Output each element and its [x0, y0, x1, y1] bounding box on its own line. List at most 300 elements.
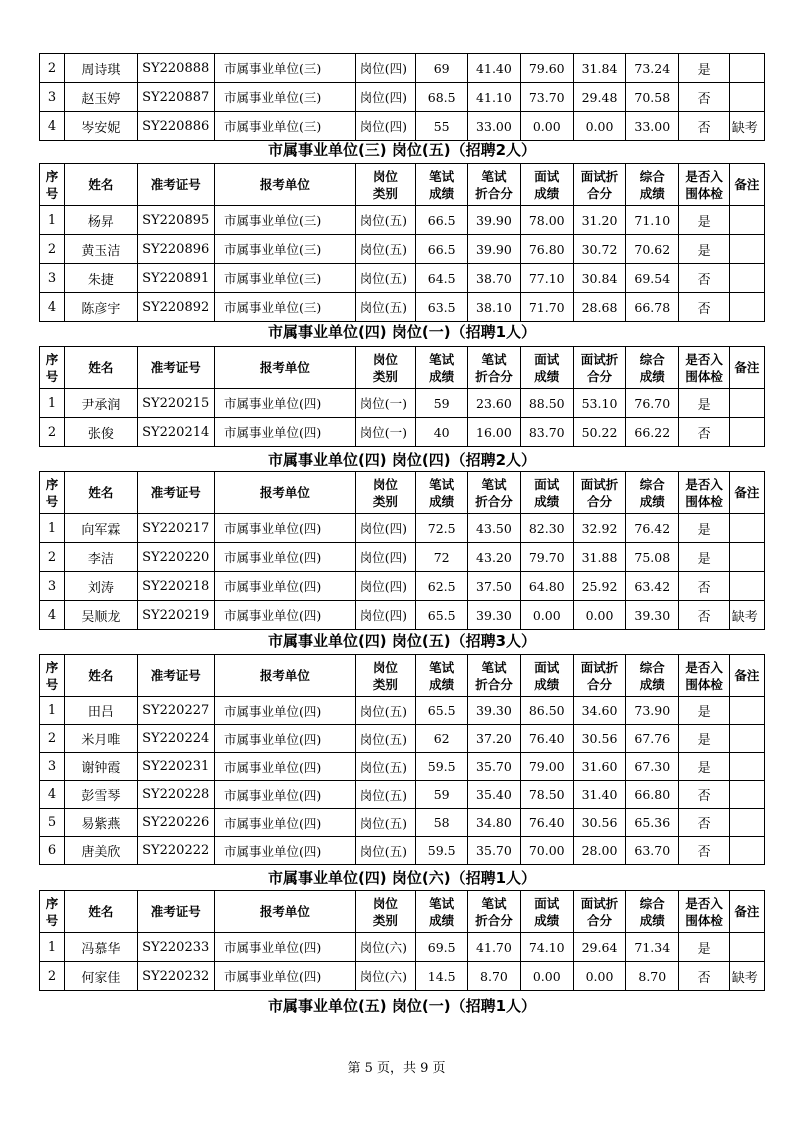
header-label: 综合: [639, 351, 665, 367]
header-label: 合分: [587, 676, 613, 692]
table-row: [40, 781, 765, 809]
cell-exam-id: SY220892: [137, 293, 214, 322]
header-interview-converted: [573, 891, 625, 933]
cell-written-score: 59: [416, 389, 468, 418]
cell-interview-converted: 34.60: [573, 697, 625, 725]
cell-physical-exam: 是: [679, 235, 729, 264]
section-title: 市属事业单位(四) 岗位(六)（招聘1人）: [267, 869, 537, 887]
cell-interview-score: 79.60: [520, 54, 573, 83]
cell-exam-id: SY220226: [137, 809, 214, 837]
header-exam-id: [137, 891, 214, 933]
cell-interview-converted: 31.60: [573, 753, 625, 781]
cell-physical-exam: 否: [679, 83, 729, 112]
cell-written-score: 62.5: [416, 572, 468, 601]
header-label: 笔试: [481, 168, 507, 184]
cell-written-score: 63.5: [416, 293, 468, 322]
cell-interview-score: 0.00: [520, 601, 573, 630]
header-label: 成绩: [534, 493, 560, 509]
header-label: 号: [45, 912, 59, 928]
header-label: 笔试: [429, 168, 455, 184]
cell-note: [729, 809, 764, 837]
header-label: 合分: [587, 185, 613, 201]
table-header-row: [40, 347, 765, 389]
table-row: [40, 837, 765, 865]
cell-written-score: 65.5: [416, 697, 468, 725]
cell-written-score: 69: [416, 54, 468, 83]
header-label: 成绩: [429, 185, 455, 201]
cell-note: [729, 514, 764, 543]
section-title: 市属事业单位(五) 岗位(一)（招聘1人）: [267, 997, 537, 1015]
cell-total-score: 67.76: [626, 725, 679, 753]
table-row: [40, 697, 765, 725]
cell-seq: 1: [40, 933, 65, 962]
cell-unit: 市属事业单位(三): [214, 264, 355, 293]
table-row: [40, 809, 765, 837]
header-exam-id: [137, 347, 214, 389]
cell-category: 岗位(五): [355, 264, 415, 293]
cell-seq: 2: [40, 725, 65, 753]
header-label: 综合: [639, 168, 665, 184]
cell-seq: 1: [40, 697, 65, 725]
cell-category: 岗位(四): [355, 112, 415, 141]
cell-total-score: 39.30: [626, 601, 679, 630]
cell-written-converted: 41.40: [468, 54, 520, 83]
table-header-row: [40, 164, 765, 206]
cell-total-score: 69.54: [626, 264, 679, 293]
cell-written-score: 59.5: [416, 837, 468, 865]
header-label: 准考证号: [150, 668, 201, 683]
cell-interview-score: 64.80: [520, 572, 573, 601]
cell-seq: 4: [40, 293, 65, 322]
header-note: [729, 891, 764, 933]
header-label: 折合分: [475, 368, 513, 384]
cell-exam-id: SY220222: [137, 837, 214, 865]
cell-interview-score: 76.40: [520, 725, 573, 753]
header-label: 姓名: [88, 904, 114, 919]
cell-seq: 4: [40, 601, 65, 630]
cell-unit: 市属事业单位(四): [214, 418, 355, 447]
cell-interview-score: 76.80: [520, 235, 573, 264]
cell-seq: 4: [40, 112, 65, 141]
header-written-score: [416, 472, 468, 514]
cell-note: [729, 572, 764, 601]
cell-category: 岗位(五): [355, 781, 415, 809]
header-physical-exam: [679, 472, 729, 514]
cell-exam-id: SY220228: [137, 781, 214, 809]
cell-category: 岗位(四): [355, 601, 415, 630]
cell-note: 缺考: [729, 601, 764, 630]
header-label: 围体检: [685, 912, 723, 928]
cell-seq: 2: [40, 543, 65, 572]
cell-total-score: 73.24: [626, 54, 679, 83]
cell-written-score: 72: [416, 543, 468, 572]
header-label: 备注: [734, 177, 760, 192]
cell-written-converted: 39.90: [468, 235, 520, 264]
cell-exam-id: SY220215: [137, 389, 214, 418]
cell-interview-converted: 0.00: [573, 112, 625, 141]
header-label: 笔试: [429, 351, 455, 367]
header-label: 号: [45, 676, 59, 692]
cell-written-converted: 41.10: [468, 83, 520, 112]
table-row: [40, 54, 765, 83]
cell-total-score: 63.70: [626, 837, 679, 865]
cell-interview-score: 76.40: [520, 809, 573, 837]
cell-written-converted: 39.30: [468, 697, 520, 725]
score-table: [39, 346, 765, 447]
table-row: [40, 753, 765, 781]
cell-name: 向军霖: [65, 514, 137, 543]
table-row: [40, 543, 765, 572]
cell-note: [729, 781, 764, 809]
header-label: 围体检: [685, 368, 723, 384]
cell-written-score: 72.5: [416, 514, 468, 543]
cell-total-score: 70.62: [626, 235, 679, 264]
cell-physical-exam: 否: [679, 837, 729, 865]
header-label: 笔试: [481, 659, 507, 675]
cell-interview-converted: 31.84: [573, 54, 625, 83]
cell-seq: 2: [40, 235, 65, 264]
cell-note: [729, 206, 764, 235]
header-label: 围体检: [685, 676, 723, 692]
header-label: 报考单位: [259, 904, 310, 919]
header-label: 是否入: [685, 659, 723, 675]
cell-interview-score: 79.70: [520, 543, 573, 572]
cell-written-score: 14.5: [416, 962, 468, 991]
cell-seq: 4: [40, 781, 65, 809]
cell-name: 易紫燕: [65, 809, 137, 837]
header-label: 姓名: [88, 360, 114, 375]
cell-seq: 3: [40, 753, 65, 781]
table-row: [40, 206, 765, 235]
table-row: [40, 112, 765, 141]
cell-written-converted: 38.10: [468, 293, 520, 322]
cell-total-score: 73.90: [626, 697, 679, 725]
table-row: [40, 725, 765, 753]
header-label: 成绩: [429, 676, 455, 692]
header-label: 笔试: [481, 351, 507, 367]
cell-category: 岗位(五): [355, 725, 415, 753]
header-label: 成绩: [534, 185, 560, 201]
cell-name: 杨昇: [65, 206, 137, 235]
header-label: 报考单位: [259, 485, 310, 500]
cell-unit: 市属事业单位(三): [214, 206, 355, 235]
header-label: 成绩: [639, 493, 665, 509]
score-table: [39, 890, 765, 991]
header-total-score: [626, 891, 679, 933]
table-header-row: [40, 891, 765, 933]
cell-category: 岗位(五): [355, 753, 415, 781]
header-label: 面试折: [580, 168, 619, 184]
header-label: 成绩: [429, 493, 455, 509]
header-written-score: [416, 347, 468, 389]
section-title: 市属事业单位(四) 岗位(一)（招聘1人）: [267, 323, 537, 341]
header-unit: [214, 347, 355, 389]
header-note: [729, 655, 764, 697]
score-table: [39, 654, 765, 865]
cell-category: 岗位(五): [355, 837, 415, 865]
cell-note: [729, 933, 764, 962]
cell-total-score: 76.42: [626, 514, 679, 543]
cell-physical-exam: 否: [679, 781, 729, 809]
cell-total-score: 67.30: [626, 753, 679, 781]
cell-category: 岗位(一): [355, 389, 415, 418]
cell-unit: 市属事业单位(四): [214, 837, 355, 865]
cell-note: 缺考: [729, 962, 764, 991]
header-label: 报考单位: [259, 668, 310, 683]
header-label: 成绩: [534, 912, 560, 928]
cell-total-score: 66.22: [626, 418, 679, 447]
header-label: 面试: [534, 659, 560, 675]
table-row: [40, 514, 765, 543]
cell-interview-score: 77.10: [520, 264, 573, 293]
header-label: 折合分: [475, 676, 513, 692]
cell-interview-converted: 30.56: [573, 809, 625, 837]
cell-name: 彭雪琴: [65, 781, 137, 809]
cell-physical-exam: 是: [679, 543, 729, 572]
header-label: 姓名: [88, 177, 114, 192]
cell-physical-exam: 是: [679, 389, 729, 418]
cell-exam-id: SY220231: [137, 753, 214, 781]
header-label: 备注: [734, 904, 760, 919]
cell-interview-converted: 31.88: [573, 543, 625, 572]
table-row: [40, 389, 765, 418]
header-category: [355, 655, 415, 697]
cell-interview-score: 0.00: [520, 112, 573, 141]
cell-interview-score: 0.00: [520, 962, 573, 991]
header-label: 成绩: [429, 368, 455, 384]
header-name: [65, 164, 137, 206]
cell-written-converted: 37.50: [468, 572, 520, 601]
cell-interview-converted: 30.72: [573, 235, 625, 264]
cell-name: 谢钟霞: [65, 753, 137, 781]
cell-category: 岗位(六): [355, 933, 415, 962]
cell-total-score: 71.34: [626, 933, 679, 962]
header-written-score: [416, 891, 468, 933]
header-note: [729, 347, 764, 389]
header-written-score: [416, 655, 468, 697]
header-label: 笔试: [481, 895, 507, 911]
cell-interview-converted: 0.00: [573, 601, 625, 630]
header-label: 姓名: [88, 485, 114, 500]
header-label: 备注: [734, 360, 760, 375]
header-interview-score: [520, 164, 573, 206]
cell-seq: 5: [40, 809, 65, 837]
header-label: 岗位: [372, 351, 398, 367]
cell-interview-score: 70.00: [520, 837, 573, 865]
cell-seq: 3: [40, 83, 65, 112]
cell-unit: 市属事业单位(三): [214, 112, 355, 141]
header-unit: [214, 164, 355, 206]
cell-name: 冯慕华: [65, 933, 137, 962]
table-row: [40, 601, 765, 630]
cell-written-converted: 23.60: [468, 389, 520, 418]
cell-total-score: 33.00: [626, 112, 679, 141]
header-name: [65, 655, 137, 697]
cell-physical-exam: 否: [679, 601, 729, 630]
cell-category: 岗位(四): [355, 54, 415, 83]
header-written-converted: [468, 472, 520, 514]
table-row: [40, 933, 765, 962]
cell-total-score: 65.36: [626, 809, 679, 837]
section-title: 市属事业单位(四) 岗位(五)（招聘3人）: [267, 632, 537, 650]
cell-exam-id: SY220887: [137, 83, 214, 112]
cell-unit: 市属事业单位(四): [214, 753, 355, 781]
cell-written-converted: 34.80: [468, 809, 520, 837]
header-label: 面试折: [580, 659, 619, 675]
cell-category: 岗位(五): [355, 235, 415, 264]
header-label: 合分: [587, 368, 613, 384]
section-title: 市属事业单位(三) 岗位(五)（招聘2人）: [267, 141, 537, 159]
score-table: [39, 163, 765, 322]
cell-written-converted: 35.40: [468, 781, 520, 809]
cell-written-score: 59.5: [416, 753, 468, 781]
header-label: 类别: [372, 368, 398, 384]
cell-category: 岗位(五): [355, 697, 415, 725]
header-label: 岗位: [372, 476, 398, 492]
cell-interview-converted: 25.92: [573, 572, 625, 601]
cell-category: 岗位(六): [355, 962, 415, 991]
cell-note: 缺考: [729, 112, 764, 141]
header-label: 姓名: [88, 668, 114, 683]
cell-exam-id: SY220891: [137, 264, 214, 293]
header-label: 准考证号: [150, 177, 201, 192]
header-category: [355, 472, 415, 514]
cell-written-converted: 8.70: [468, 962, 520, 991]
cell-name: 岑安妮: [65, 112, 137, 141]
cell-written-converted: 35.70: [468, 837, 520, 865]
cell-interview-converted: 53.10: [573, 389, 625, 418]
header-interview-score: [520, 472, 573, 514]
cell-exam-id: SY220220: [137, 543, 214, 572]
cell-name: 朱捷: [65, 264, 137, 293]
header-interview-converted: [573, 164, 625, 206]
cell-physical-exam: 是: [679, 753, 729, 781]
header-label: 岗位: [372, 168, 398, 184]
header-label: 备注: [734, 485, 760, 500]
header-label: 是否入: [685, 895, 723, 911]
cell-written-score: 68.5: [416, 83, 468, 112]
header-label: 序: [45, 895, 59, 911]
header-label: 折合分: [475, 912, 513, 928]
cell-name: 田吕: [65, 697, 137, 725]
cell-category: 岗位(四): [355, 514, 415, 543]
cell-category: 岗位(四): [355, 83, 415, 112]
cell-note: [729, 418, 764, 447]
cell-unit: 市属事业单位(四): [214, 809, 355, 837]
cell-exam-id: SY220886: [137, 112, 214, 141]
cell-interview-score: 79.00: [520, 753, 573, 781]
header-label: 类别: [372, 185, 398, 201]
table-row: [40, 293, 765, 322]
header-written-converted: [468, 164, 520, 206]
header-label: 笔试: [429, 895, 455, 911]
cell-written-converted: 35.70: [468, 753, 520, 781]
cell-exam-id: SY220896: [137, 235, 214, 264]
cell-physical-exam: 是: [679, 514, 729, 543]
cell-total-score: 75.08: [626, 543, 679, 572]
header-physical-exam: [679, 347, 729, 389]
cell-note: [729, 264, 764, 293]
cell-exam-id: SY220895: [137, 206, 214, 235]
cell-interview-score: 78.50: [520, 781, 573, 809]
cell-name: 李洁: [65, 543, 137, 572]
cell-interview-converted: 28.68: [573, 293, 625, 322]
header-exam-id: [137, 655, 214, 697]
page-footer: 第 5 页，共 9 页: [347, 1061, 446, 1076]
header-seq: [40, 891, 65, 933]
cell-interview-score: 86.50: [520, 697, 573, 725]
cell-unit: 市属事业单位(四): [214, 933, 355, 962]
header-label: 类别: [372, 493, 398, 509]
header-written-score: [416, 164, 468, 206]
cell-interview-converted: 30.56: [573, 725, 625, 753]
cell-physical-exam: 否: [679, 572, 729, 601]
header-interview-score: [520, 347, 573, 389]
header-physical-exam: [679, 891, 729, 933]
cell-unit: 市属事业单位(四): [214, 514, 355, 543]
cell-written-score: 65.5: [416, 601, 468, 630]
cell-exam-id: SY220219: [137, 601, 214, 630]
header-seq: [40, 164, 65, 206]
header-label: 岗位: [372, 659, 398, 675]
header-label: 围体检: [685, 493, 723, 509]
header-exam-id: [137, 164, 214, 206]
cell-interview-converted: 29.64: [573, 933, 625, 962]
cell-written-converted: 41.70: [468, 933, 520, 962]
header-written-converted: [468, 891, 520, 933]
header-label: 成绩: [639, 185, 665, 201]
cell-interview-converted: 31.20: [573, 206, 625, 235]
header-label: 号: [45, 185, 59, 201]
cell-total-score: 63.42: [626, 572, 679, 601]
header-interview-score: [520, 655, 573, 697]
cell-unit: 市属事业单位(三): [214, 293, 355, 322]
header-seq: [40, 655, 65, 697]
header-label: 合分: [587, 493, 613, 509]
header-unit: [214, 891, 355, 933]
header-total-score: [626, 655, 679, 697]
cell-written-converted: 39.30: [468, 601, 520, 630]
cell-physical-exam: 是: [679, 697, 729, 725]
cell-interview-score: 88.50: [520, 389, 573, 418]
table-row: [40, 83, 765, 112]
cell-name: 吴顺龙: [65, 601, 137, 630]
cell-physical-exam: 否: [679, 962, 729, 991]
header-label: 笔试: [429, 476, 455, 492]
cell-total-score: 66.78: [626, 293, 679, 322]
cell-unit: 市属事业单位(三): [214, 235, 355, 264]
section-title: 市属事业单位(四) 岗位(四)（招聘2人）: [267, 451, 537, 469]
cell-interview-score: 78.00: [520, 206, 573, 235]
header-total-score: [626, 472, 679, 514]
cell-note: [729, 83, 764, 112]
cell-written-converted: 16.00: [468, 418, 520, 447]
cell-total-score: 71.10: [626, 206, 679, 235]
header-label: 准考证号: [150, 904, 201, 919]
cell-written-converted: 39.90: [468, 206, 520, 235]
header-label: 折合分: [475, 185, 513, 201]
cell-interview-score: 82.30: [520, 514, 573, 543]
header-label: 报考单位: [259, 177, 310, 192]
header-name: [65, 472, 137, 514]
cell-written-score: 59: [416, 781, 468, 809]
table-row: [40, 264, 765, 293]
header-written-converted: [468, 655, 520, 697]
table-row: [40, 418, 765, 447]
cell-name: 刘涛: [65, 572, 137, 601]
cell-seq: 3: [40, 264, 65, 293]
header-category: [355, 164, 415, 206]
